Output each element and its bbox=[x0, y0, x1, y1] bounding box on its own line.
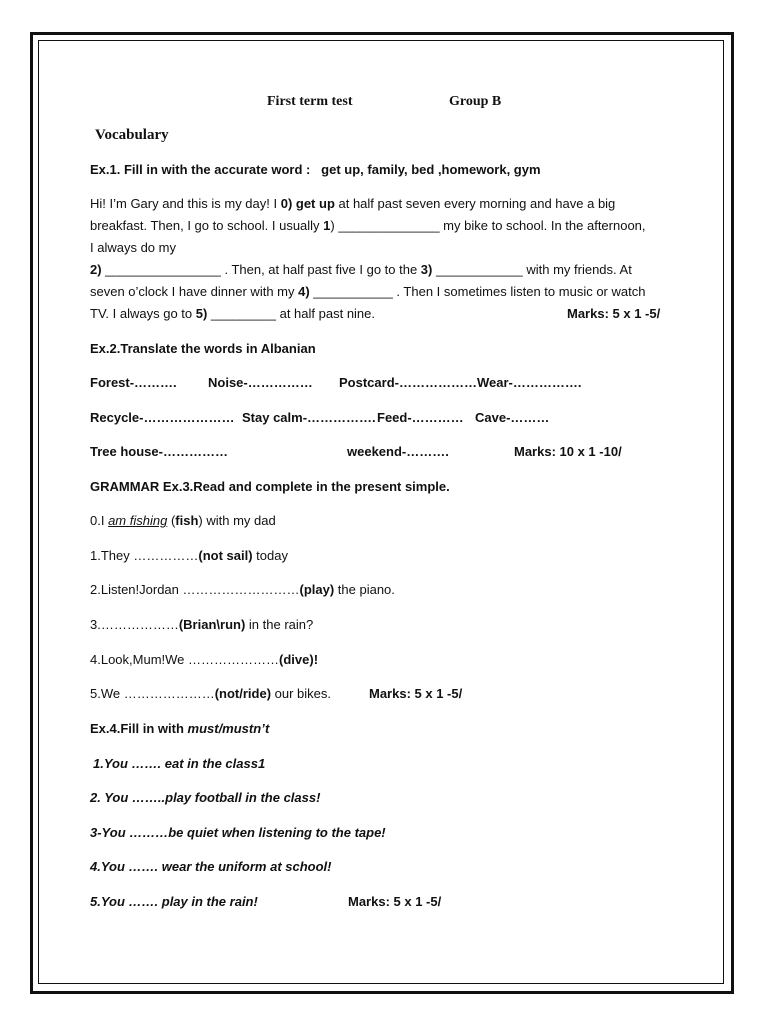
verb-prompt: (not/ride) bbox=[214, 686, 272, 701]
ex3-item-5 bbox=[90, 686, 331, 701]
text: ) with my dad bbox=[198, 513, 276, 528]
modal-options: must/mustn’t bbox=[187, 721, 270, 736]
blank-number: 4) bbox=[298, 284, 310, 299]
text: today bbox=[252, 548, 288, 563]
word-stay-calm: Stay calm-……………. bbox=[242, 410, 376, 425]
ex4-item-1: 1.You ……. eat in the class1 bbox=[93, 756, 266, 771]
verb-prompt: (play) bbox=[299, 582, 335, 597]
text: 0.I bbox=[90, 513, 109, 528]
verb-prompt: fish bbox=[175, 513, 199, 528]
ex1-heading bbox=[90, 162, 541, 177]
text: seven o’clock I have dinner with my bbox=[90, 284, 299, 299]
ex3-item-0 bbox=[90, 513, 276, 528]
ex3-item-1 bbox=[90, 548, 288, 563]
verb-prompt: (dive)! bbox=[279, 652, 319, 667]
word-postcard: Postcard-……………… bbox=[339, 375, 477, 390]
ex1-line-4 bbox=[90, 259, 632, 281]
example-answer: 0) get up bbox=[280, 196, 335, 211]
text: our bikes. bbox=[271, 686, 332, 701]
ex2-marks: Marks: 10 x 1 -10/ bbox=[514, 444, 622, 459]
word-feed: Feed-………… bbox=[377, 410, 464, 425]
word-tree-house: Tree house-…………… bbox=[90, 444, 228, 459]
word-weekend: weekend-………. bbox=[347, 444, 449, 459]
text: ____________ with my friends. At bbox=[432, 262, 632, 277]
word-recycle: Recycle-………………… bbox=[90, 410, 235, 425]
test-title: First term test bbox=[267, 94, 353, 109]
ex4-item-2: 2. You ……..play football in the class! bbox=[90, 790, 321, 805]
group-label: Group B bbox=[449, 94, 502, 109]
text: 4.Look,Mum!We ………………… bbox=[90, 652, 280, 667]
ex1-line-5 bbox=[90, 281, 645, 303]
text: 2.Listen!Jordan ……………………… bbox=[90, 582, 300, 597]
blank-number: 1 bbox=[323, 218, 331, 233]
example-answer: am fishing bbox=[108, 513, 168, 528]
ex1-instruction: Ex.1. Fill in with the accurate word : bbox=[90, 162, 311, 177]
ex3-item-4 bbox=[90, 652, 318, 667]
ex4-item-3: 3-You ………be quiet when listening to the tape! bbox=[90, 825, 386, 840]
text: 1.They …………… bbox=[90, 548, 199, 563]
word-wear: Wear-……………. bbox=[477, 375, 582, 390]
text: Ex.4.Fill in with bbox=[90, 721, 188, 736]
text: the piano. bbox=[334, 582, 395, 597]
ex3-heading: GRAMMAR Ex.3.Read and complete in the present simple. bbox=[90, 479, 450, 494]
text: ________________ . Then, at half past five I go to the bbox=[101, 262, 421, 277]
blank-number: 2) bbox=[90, 262, 102, 277]
word-forest: Forest-………. bbox=[90, 375, 177, 390]
text: I always do my bbox=[90, 240, 176, 255]
ex1-line-1 bbox=[90, 193, 615, 215]
ex1-marks: Marks: 5 x 1 -5/ bbox=[567, 306, 661, 321]
text: at half past seven every morning and have a big bbox=[334, 196, 616, 211]
ex3-marks: Marks: 5 x 1 -5/ bbox=[369, 686, 463, 701]
word-cave: Cave-……… bbox=[475, 410, 550, 425]
section-vocabulary: Vocabulary bbox=[95, 127, 169, 143]
blank-number: 5) bbox=[195, 306, 208, 321]
verb-prompt: (not sail) bbox=[198, 548, 253, 563]
text: breakfast. Then, I go to school. I usually bbox=[90, 218, 324, 233]
ex1-line-2 bbox=[90, 215, 646, 237]
ex1-line-3 bbox=[90, 237, 176, 259]
ex1-word-bank: get up, family, bed ,homework, gym bbox=[321, 162, 541, 177]
ex3-item-3 bbox=[90, 617, 313, 632]
text: _________ at half past nine. bbox=[207, 306, 376, 321]
ex1-line-6 bbox=[90, 303, 375, 325]
ex4-marks: Marks: 5 x 1 -5/ bbox=[348, 894, 442, 909]
text: ) ______________ my bike to school. In the afternoon, bbox=[330, 218, 646, 233]
text: ___________ . Then I sometimes listen to music or watch bbox=[309, 284, 646, 299]
text: 5.We ………………… bbox=[90, 686, 215, 701]
text: 3.……………… bbox=[90, 617, 179, 632]
ex2-heading: Ex.2.Translate the words in Albanian bbox=[90, 341, 316, 356]
ex4-item-4: 4.You ……. wear the uniform at school! bbox=[90, 859, 332, 874]
ex4-item-5: 5.You ……. play in the rain! bbox=[90, 894, 258, 909]
page-border-inner bbox=[38, 40, 724, 984]
ex4-heading bbox=[90, 721, 269, 736]
text: ( bbox=[167, 513, 176, 528]
text: TV. I always go to bbox=[90, 306, 196, 321]
text: in the rain? bbox=[245, 617, 314, 632]
word-noise: Noise-…………… bbox=[208, 375, 313, 390]
ex3-item-2 bbox=[90, 582, 395, 597]
text: Hi! I’m Gary and this is my day! I bbox=[90, 196, 281, 211]
blank-number: 3) bbox=[420, 262, 433, 277]
verb-prompt: (Brian\run) bbox=[178, 617, 246, 632]
